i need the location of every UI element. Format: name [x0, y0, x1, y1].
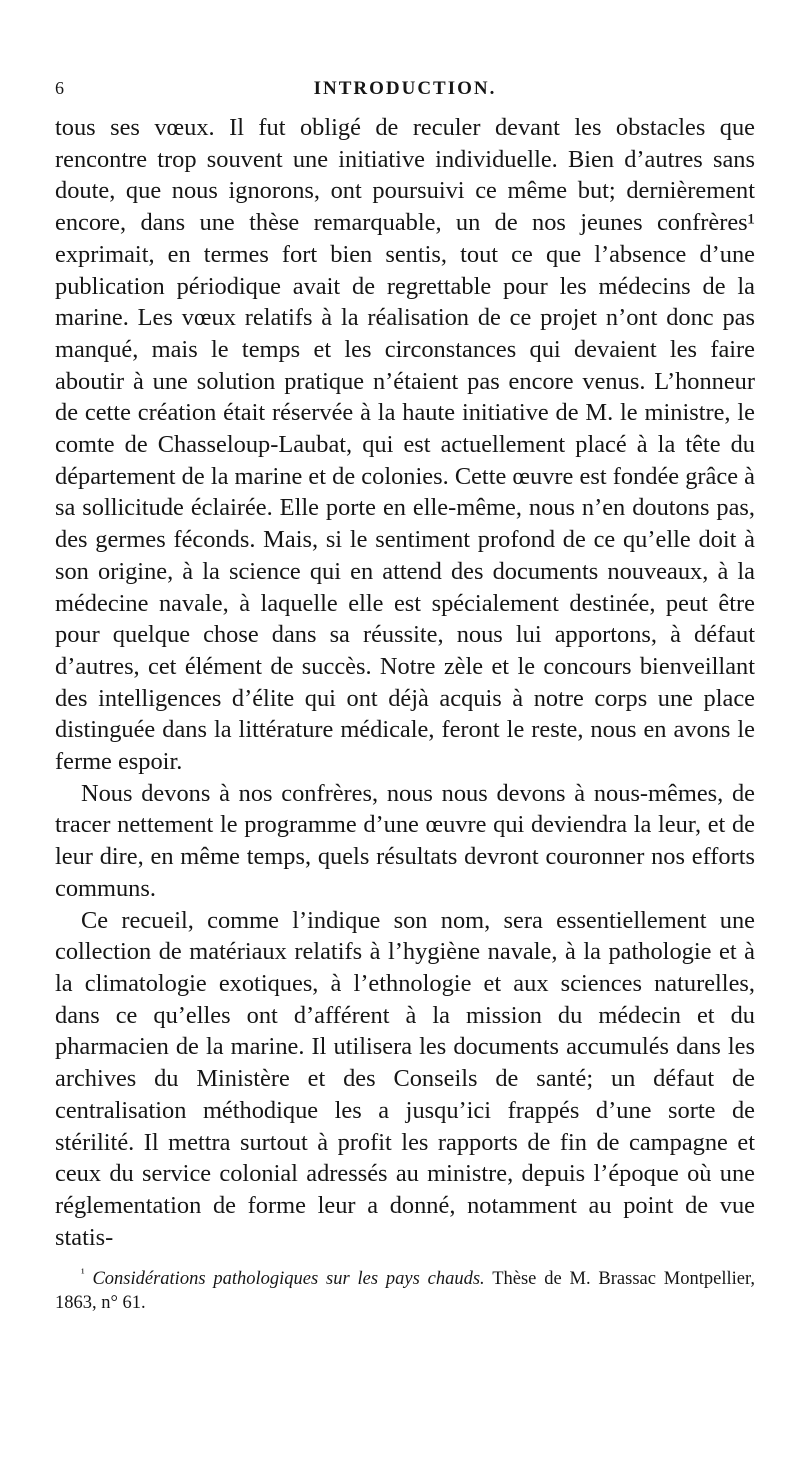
footnote-marker: ¹ — [81, 1266, 85, 1281]
running-head — [55, 78, 755, 112]
running-title: INTRODUCTION. — [313, 78, 497, 99]
footnote-title: Considérations pathologiques sur les pays chauds. — [92, 1269, 485, 1290]
footnote — [55, 1267, 755, 1315]
body-text — [55, 112, 755, 1253]
page-number: 6 — [55, 78, 66, 98]
paragraph-collection: Ce recueil, comme l’indique son nom, sera essentiellement une collection de matériaux relatifs à l’hygiène navale, à la pathologie et à la climatologie exotiques, à l’ethnologie et aux sciences naturelles, dans ce qu’elles ont d’afférent à la mission du médecin et du pharmacien de la marine. Il utilisera les documents accumulés dans les archives du Ministère et des Conseils de santé; un défaut de centralisation méthodique les a jusqu’ici frappés d’une sorte de stérilité. Il mettra surtout à profit les rapports de fin de campagne et ceux du service colonial adressés au ministre, depuis l’époque où une réglementation de forme leur a donné, notamment au point de vue statis- — [55, 906, 755, 1251]
paragraph-program: Nous devons à nos confrères, nous nous devons à nous-mêmes, de tracer nettement le programme d’une œuvre qui deviendra la leur, et de leur dire, en même temps, quels résultats devront couronner nos efforts communs. — [55, 779, 755, 902]
paragraph-continued: tous ses vœux. Il fut obligé de reculer devant les obstacles que rencontre trop souvent une initiative individuelle. Bien d’autres sans doute, que nous ignorons, ont poursuivi ce même but; dernièrement encore, dans une thèse remarquable, un de nos jeunes confrères¹ exprimait, en termes fort bien sentis, tout ce que l’absence d’une publication périodique avait de regrettable pour les médecins de la marine. Les vœux relatifs à la réalisation de ce projet n’ont donc pas manqué, mais le temps et les circonstances qui devaient les faire aboutir à une solution pratique n’étaient pas encore venus. L’honneur de cette création était réservée à la haute initiative de M. le ministre, le comte de Chasseloup-Laubat, qui est actuellement placé à la tête du département de la marine et de colonies. Cette œuvre est fondée grâce à sa sollicitude éclairée. Elle porte en elle-même, nous n’en doutons pas, des germes féconds. Mais, si le sentiment profond de ce qu’elle doit à son origine, à la science qui en attend des documents nouveaux, à la médecine navale, à laquelle elle est spécialement destinée, peut être pour quelque chose dans sa réussite, nous lui apportons, à défaut d’autres, cet élément de succès. Notre zèle et le concours bienveillant des intelligences d’élite qui ont déjà acquis à notre corps une place distinguée dans la littérature médicale, feront le reste, nous en avons le ferme espoir. — [55, 114, 755, 776]
page — [55, 78, 755, 1315]
footnote-citation: Thèse de M. Brassac Montpellier, 1863, n° 61. — [55, 1269, 756, 1314]
